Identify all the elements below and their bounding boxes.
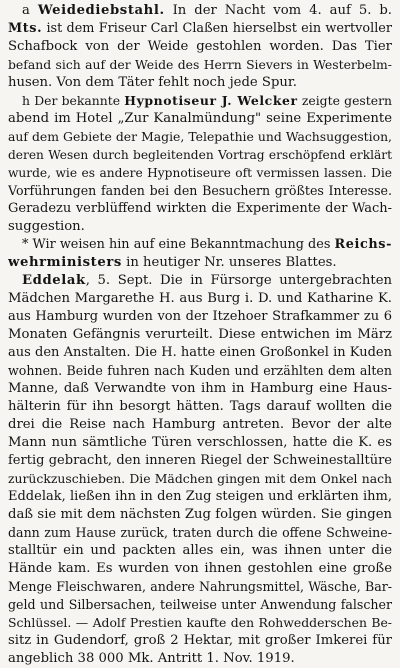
text-run: Geradezu verblüffend wirkten die Experimente der Wach- — [8, 201, 392, 216]
text-line — [8, 2, 392, 20]
text-run: Eddelak, ließen ihn in den Zug steigen und erklärten ihm, — [8, 489, 392, 504]
text-line — [8, 182, 392, 200]
text-run: wohnen. Beide fuhren nach Kuden und erzählten dem alten — [8, 363, 392, 378]
paragraph-eddelak — [8, 272, 392, 668]
text-run: in heutiger Nr. unseres Blattes. — [121, 255, 337, 270]
bold-keyword: Eddelak — [22, 273, 86, 288]
text-run: Manne, daß Verwandte von ihm in Hamburg eine Haus- — [8, 381, 392, 396]
text-run: Schlüssel. — Adolf Prestien kaufte den Rohwedderschen Be- — [8, 615, 392, 630]
text-run: abend im Hotel „Zur Kanalmündung" seine Experimente — [8, 111, 392, 126]
paragraph-notice — [8, 236, 392, 272]
text-run: Vorführungen fanden bei den Besuchern größtes Interesse. — [8, 183, 392, 198]
paragraph-weidediebstahl — [8, 2, 392, 92]
text-line — [8, 128, 392, 146]
text-line — [8, 470, 392, 488]
text-run: deren Wesen durch begleitenden Vortrag erschöpfend erklärt — [8, 148, 392, 162]
text-run: In der Nacht vom 4. auf 5. b. — [164, 3, 392, 18]
text-line — [8, 344, 392, 362]
text-line — [8, 218, 392, 236]
text-run: auf dem Gebiete der Magie, Telepathie und Wachsuggestion, — [8, 129, 392, 144]
text-run: fertig gebracht, den inneren Riegel der Schweinestalltüre — [8, 453, 392, 468]
text-run: h Der bekannte — [22, 93, 125, 108]
text-run: Mann nun sämtliche Türen verschlossen, hatte die K. es — [8, 435, 392, 450]
text-line — [8, 326, 392, 344]
text-run: Monaten Gefängnis verurteilt. Diese entwichen im März — [8, 327, 392, 342]
text-line — [8, 56, 392, 74]
text-run: aus Hamburg wurden von der Itzehoer Strafkammer zu 6 — [8, 309, 392, 324]
text-line — [8, 398, 392, 416]
text-run: zeigte gestern — [297, 93, 392, 108]
text-run: , 5. Sept. Die in Fürsorge untergebrachten — [85, 273, 392, 288]
text-line — [8, 452, 392, 470]
text-line — [8, 200, 392, 218]
text-line — [8, 434, 392, 452]
text-run: drei die Reise nach Hamburg antreten. Bevor der alte — [8, 417, 392, 432]
bold-keyword: Hypnotiseur J. Welcker — [124, 93, 298, 108]
text-run: hälterin für ihn besorgt hätten. Tags darauf wollten die — [8, 399, 392, 414]
text-line — [8, 308, 392, 326]
text-line — [8, 488, 392, 506]
text-line — [8, 236, 392, 254]
text-line — [8, 362, 392, 380]
text-line — [8, 92, 392, 110]
text-run: Schafbock von der Weide gestohlen worden. Das Tier — [8, 39, 392, 54]
text-line — [8, 650, 392, 668]
text-run: daß sie mit dem nächsten Zug folgen würden. Sie gingen — [8, 507, 392, 522]
paragraph-hypnotiseur — [8, 92, 392, 236]
text-run: ist dem Friseur Carl Claßen hierselbst ein wertvoller — [42, 21, 392, 36]
text-line — [8, 596, 392, 614]
text-line — [8, 560, 392, 578]
text-run: Mädchen Margarethe H. aus Burg i. D. und Katharine K. — [8, 291, 392, 306]
text-run: stalltür ein und packten alles ein, was ihnen unter die — [8, 543, 392, 558]
text-line — [8, 20, 392, 38]
text-run: geld und Silbersachen, teilweise unter Anwendung falscher — [8, 597, 392, 612]
bold-keyword: Reichs- — [334, 237, 392, 252]
text-run: Hände kam. Es wurden von ihnen gestohlen eine große — [8, 561, 392, 576]
bold-keyword: Mts. — [8, 21, 43, 36]
text-run: aus den Anstalten. Die H. hatte einen Großonkel in Kuden — [8, 345, 392, 360]
text-run: befand sich auf der Weide des Herrn Sievers in Westerbelm- — [8, 57, 392, 72]
text-line — [8, 38, 392, 56]
text-run: angeblich 38 000 Mk. Antritt 1. Nov. 1919. — [8, 651, 295, 666]
text-line — [8, 524, 392, 542]
text-run: a — [22, 3, 38, 18]
text-line — [8, 110, 392, 128]
text-line — [8, 614, 392, 632]
text-run: zurückzuschieben. Die Mädchen gingen mit dem Onkel nach — [8, 471, 392, 486]
text-line — [8, 74, 392, 92]
bold-keyword: wehrministers — [8, 255, 122, 270]
text-line — [8, 290, 392, 308]
text-line — [8, 416, 392, 434]
text-line — [8, 380, 392, 398]
text-run: husen. Von dem Täter fehlt noch jede Spur. — [8, 75, 297, 90]
bold-keyword: Weidediebstahl. — [37, 3, 165, 18]
text-line — [8, 164, 392, 182]
text-run: suggestion. — [8, 219, 85, 234]
text-line — [8, 542, 392, 560]
text-line — [8, 506, 392, 524]
text-line — [8, 254, 392, 272]
text-run: Menge Fleischwaren, andere Nahrungsmittel, Wäsche, Bar- — [8, 579, 392, 594]
text-run: * Wir weisen hin auf eine Bekanntmachung des — [22, 237, 335, 252]
text-line — [8, 578, 392, 596]
text-run: sitz in Gudendorf, groß 2 Hektar, mit großer Imkerei für — [8, 633, 392, 648]
text-line — [8, 146, 392, 164]
text-line — [8, 272, 392, 290]
text-run: dann zum Hause zurück, traten durch die offene Schweine- — [8, 525, 392, 540]
text-run: wurde, wie es andere Hypnotiseure oft vermissen lassen. Die — [8, 166, 392, 180]
text-line — [8, 632, 392, 650]
